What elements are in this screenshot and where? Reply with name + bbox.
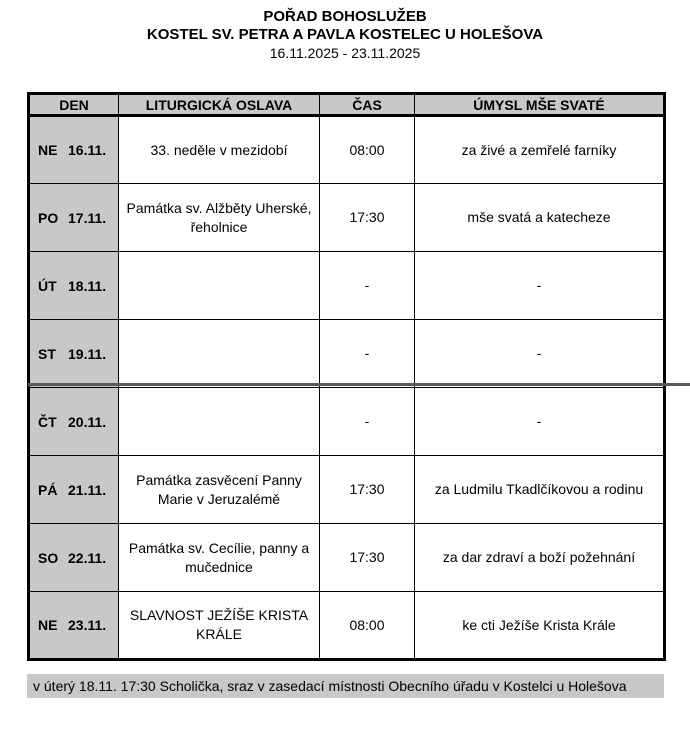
time-cell: 08:00 <box>320 592 415 660</box>
day-abbr: NE <box>38 617 58 633</box>
celebration-cell: Památka zasvěcení Panny Marie v Jeruzalémě <box>119 456 320 524</box>
table-row <box>29 592 665 660</box>
day-cell <box>29 524 119 592</box>
day-date: 20.11. <box>68 413 107 430</box>
table-row <box>29 184 665 252</box>
day-date: 17.11. <box>68 209 107 226</box>
day-date: 19.11. <box>68 345 107 362</box>
day-abbr: NE <box>38 142 58 158</box>
column-header-liturgicka-oslava: LITURGICKÁ OSLAVA <box>119 94 320 116</box>
intention-cell: ke cti Ježíše Krista Krále <box>415 592 665 660</box>
document-header <box>0 0 690 62</box>
table-row <box>29 320 665 388</box>
day-abbr: SO <box>38 549 59 566</box>
table-row <box>29 524 665 592</box>
table-row <box>29 388 665 456</box>
celebration-cell: Památka sv. Alžběty Uherské, řeholnice <box>119 184 320 252</box>
day-abbr: ST <box>38 345 56 362</box>
day-abbr: ČT <box>38 413 57 430</box>
day-date: 16.11. <box>68 142 107 158</box>
intention-cell: - <box>415 320 665 388</box>
celebration-cell <box>119 252 320 320</box>
page-break-separator <box>28 383 690 386</box>
intention-cell: - <box>415 252 665 320</box>
day-abbr: ÚT <box>38 277 57 294</box>
table-row <box>29 116 665 184</box>
time-cell: 08:00 <box>320 116 415 184</box>
intention-cell: mše svatá a katecheze <box>415 184 665 252</box>
day-cell <box>29 592 119 660</box>
intention-cell: za dar zdraví a boží požehnání <box>415 524 665 592</box>
intention-cell: - <box>415 388 665 456</box>
day-cell <box>29 252 119 320</box>
celebration-cell <box>119 320 320 388</box>
day-cell <box>29 320 119 388</box>
page-title: POŘAD BOHOSLUŽEB <box>263 8 427 25</box>
celebration-cell: 33. neděle v mezidobí <box>119 116 320 184</box>
day-date: 21.11. <box>68 481 107 498</box>
schedule-table <box>27 92 666 661</box>
table-row <box>29 456 665 524</box>
column-header-den: DEN <box>29 94 119 116</box>
footer-note: v úterý 18.11. 17:30 Scholička, sraz v zasedací místnosti Obecního úřadu v Kostelci u Holešova <box>27 674 664 698</box>
day-date: 23.11. <box>68 617 107 633</box>
time-cell: 17:30 <box>320 524 415 592</box>
day-cell <box>29 388 119 456</box>
day-cell <box>29 456 119 524</box>
celebration-cell: Památka sv. Cecílie, panny a mučednice <box>119 524 320 592</box>
day-abbr: PO <box>38 209 59 226</box>
intention-cell: za živé a zemřelé farníky <box>415 116 665 184</box>
time-cell: 17:30 <box>320 456 415 524</box>
column-header-cas: ČAS <box>320 94 415 116</box>
time-cell: - <box>320 320 415 388</box>
table-header-row <box>29 94 665 116</box>
day-cell <box>29 116 119 184</box>
intention-cell: za Ludmilu Tkadlčíkovou a rodinu <box>415 456 665 524</box>
time-cell: - <box>320 252 415 320</box>
table-row <box>29 252 665 320</box>
celebration-cell <box>119 388 320 456</box>
column-header-umysl: ÚMYSL MŠE SVATÉ <box>415 94 665 116</box>
church-name: KOSTEL SV. PETRA A PAVLA KOSTELEC U HOLEŠOVA <box>146 26 544 43</box>
celebration-cell: SLAVNOST JEŽÍŠE KRISTA KRÁLE <box>119 592 320 660</box>
date-range: 16.11.2025 - 23.11.2025 <box>269 45 421 61</box>
time-cell: - <box>320 388 415 456</box>
time-cell: 17:30 <box>320 184 415 252</box>
day-date: 22.11. <box>68 549 107 566</box>
day-cell <box>29 184 119 252</box>
day-date: 18.11. <box>68 277 107 294</box>
day-abbr: PÁ <box>38 481 58 498</box>
